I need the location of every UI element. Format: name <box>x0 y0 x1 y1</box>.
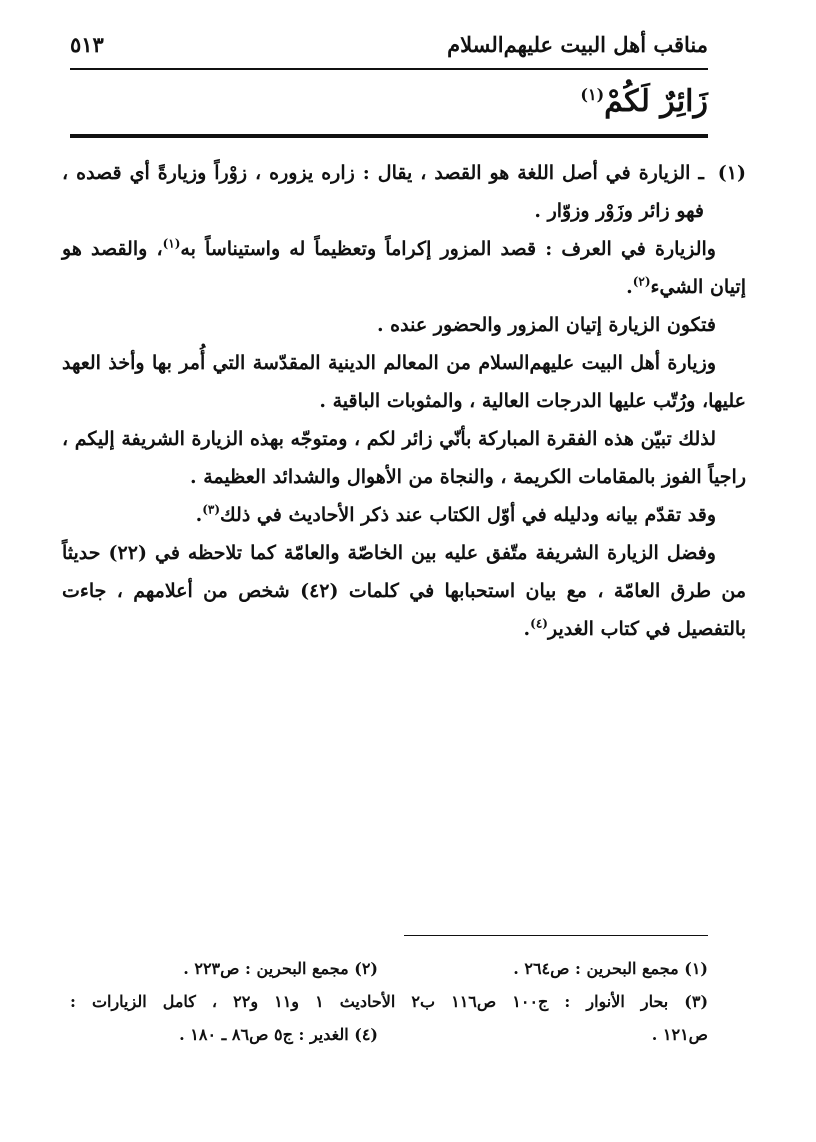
p6-text-a: وقد تقدّم بيانه ودليله في أوّل الكتاب عند ذكر الأحاديث في ذلك <box>220 504 716 526</box>
note-ref-4: (٤) <box>530 616 548 631</box>
commentary-paragraph-7 <box>62 534 746 648</box>
commentary-paragraph-3: فتكون الزيارة إتيان المزور والحضور عنده . <box>376 314 716 336</box>
commentary-paragraph-5: لذلك تبيّن هذه الفقرة المباركة بأنّي زائر لكم ، ومتوجّه بهذه الزيارة الشريفة إليكم ، راجياً الفوز بالمقامات الكريمة ، والنجاة من الأهوال والشدائد العظيمة . <box>62 428 746 488</box>
p7-text-b: . <box>523 618 531 640</box>
commentary-paragraph-2 <box>62 230 746 306</box>
main-text-words: زَائِرٌ لَكُمْ <box>604 84 708 119</box>
footnote-separator <box>404 935 708 936</box>
page-number: ٥١٣ <box>70 32 104 57</box>
main-text-divider <box>70 134 708 138</box>
p2-text-a: والزيارة في العرف : قصد المزور إكراماً وتعظيماً له واستيناساً به <box>180 238 716 260</box>
main-text-phrase <box>580 84 708 119</box>
footnote-row-3 <box>70 1018 708 1051</box>
main-text-note-ref: (١) <box>580 85 605 104</box>
commentary-text-1: ـ الزيارة في أصل اللغة هو القصد ، يقال : زاره يزوره ، زوْراً وزيارةً أي قصده ، فهو زائر وزَوْر وزوّار . <box>62 162 704 222</box>
commentary-number: (١) <box>717 162 746 184</box>
note-ref-1: (١) <box>162 236 181 251</box>
p6-text-b: . <box>195 504 203 526</box>
note-ref-2: (٢) <box>632 274 651 289</box>
footnote-2: (٢) مجمع البحرين : ص٢٢٣ . <box>183 959 378 978</box>
note-ref-3: (٣) <box>202 502 221 517</box>
header-title: مناقب أهل البيت عليهم‌السلام <box>447 32 708 57</box>
commentary-paragraph-1 <box>62 154 746 230</box>
footnote-row-1 <box>70 952 708 985</box>
commentary-paragraph-6 <box>62 496 746 534</box>
commentary-paragraph-4: وزيارة أهل البيت عليهم‌السلام من المعالم الدينية المقدّسة التي أُمر بها وأخذ العهد عليها، ورُتّب عليها الدرجات العالية ، والمثوبات الباقية . <box>62 352 746 412</box>
footnote-3: (٣) بحار الأنوار : ج١٠٠ ص١١٦ ب٢ الأحاديث ١ و١١ و٢٢ ، كامل الزيارات : <box>70 992 709 1011</box>
p7-text-a: وفضل الزيارة الشريفة متّفق عليه بين الخاصّة والعامّة كما تلاحظه في (٢٢) حديثاً من طرق العامّة ، مع بيان استحبابها في كلمات (٤٢) شخص من أعلامهم ، جاءت بالتفصيل في كتاب الغدير <box>62 542 746 640</box>
header-rule <box>70 68 708 70</box>
p2-text-c: . <box>626 276 633 298</box>
p2-text-b: ، والقصد هو إتيان الشيء <box>62 238 746 298</box>
running-header <box>70 30 708 64</box>
footnotes-block <box>70 952 708 1051</box>
footnote-1: (١) مجمع البحرين : ص٢٦٤ . <box>513 959 708 978</box>
commentary-block <box>62 154 746 648</box>
footnote-4: (٤) الغدير : ج٥ ص٨٦ ـ ١٨٠ . <box>179 1025 378 1044</box>
footnote-3-continuation: ص١٢١ . <box>651 1025 708 1044</box>
